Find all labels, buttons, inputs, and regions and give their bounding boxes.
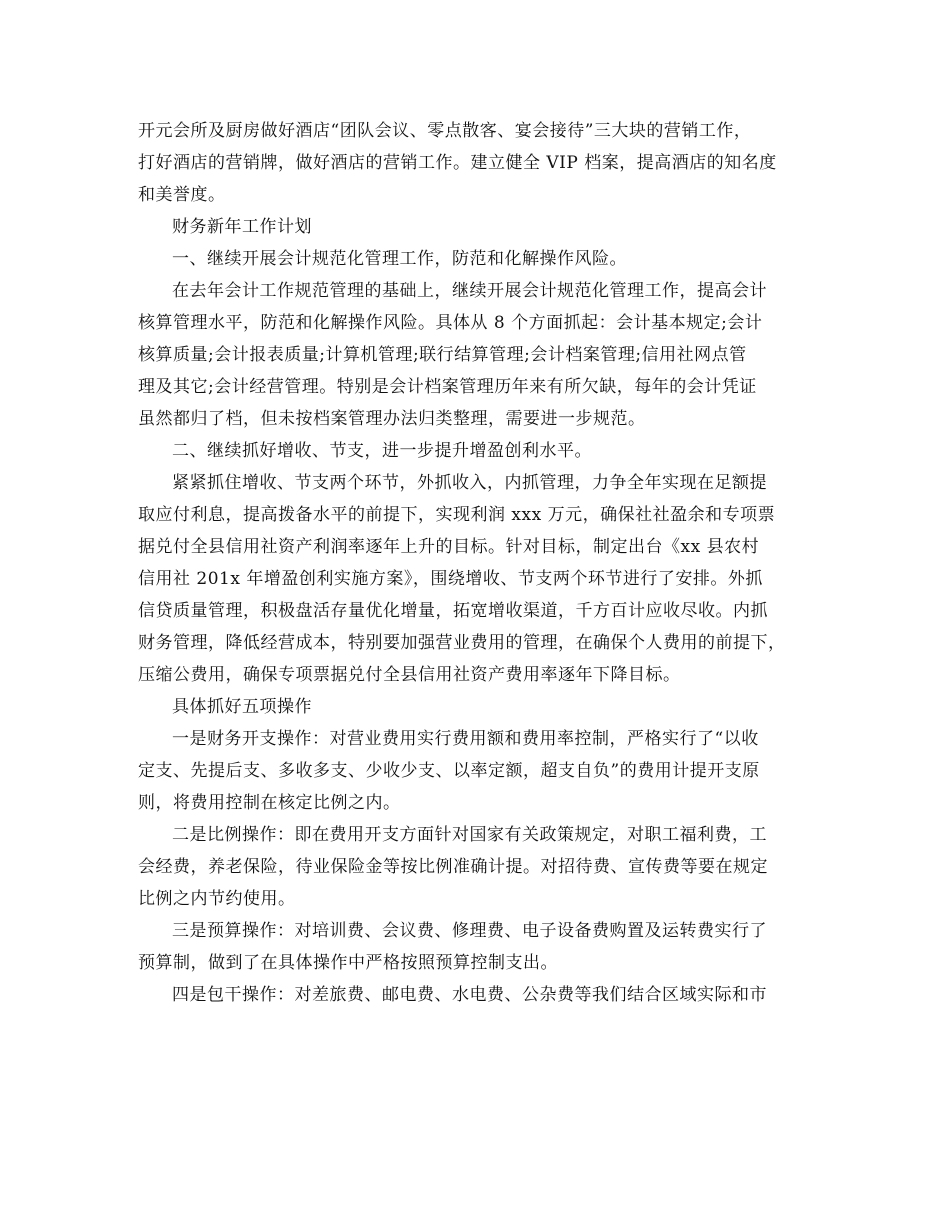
text-line: 核算管理水平，防范和化解操作风险。具体从 8 个方面抓起：会计基本规定;会计 [138,313,763,333]
paragraph-accounting-standards [138,275,828,435]
text-line: 信用社 201x 年增盈创利实施方案》，围绕增收、节支两个环节进行了安排。外抓 [138,569,763,589]
text-line: 四是包干操作：对差旅费、邮电费、水电费、公杂费等我们结合区域实际和市 [172,985,767,1005]
text-line: 比例之内节约使用。 [138,889,296,909]
paragraph-operation-1 [138,723,828,819]
section-heading-five-operations [138,691,828,723]
section-heading-finance-plan [138,211,828,243]
text-line: 会经费，养老保险，待业保险金等按比例准确计提。对招待费、宣传费等要在规定 [138,857,768,877]
text-line: 紧紧抓住增收、节支两个环节，外抓收入，内抓管理，力争全年实现在足额提 [172,473,767,493]
paragraph-hotel-marketing [138,115,828,211]
text-line: 定支、先提后支、多收多支、少收少支、以率定额，超支自负”的费用计提开支原 [138,761,760,781]
paragraph-revenue-expense [138,467,828,691]
item-heading-1 [138,243,828,275]
text-line: 取应付利息，提高拨备水平的前提下，实现利润 xxx 万元，确保社社盈余和专项票 [138,505,776,525]
text-line: 二是比例操作：即在费用开支方面针对国家有关政策规定，对职工福利费，工 [172,825,767,845]
text-line: 核算质量;会计报表质量;计算机管理;联行结算管理;会计档案管理;信用社网点管 [138,345,747,365]
heading-text: 具体抓好五项操作 [172,697,312,717]
text-line: 理及其它;会计经营管理。特别是会计档案管理历年来有所欠缺，每年的会计凭证 [138,377,757,397]
document-body [138,115,828,1011]
item-heading-2 [138,435,828,467]
heading-text: 财务新年工作计划 [172,217,312,237]
text-line: 一是财务开支操作：对营业费用实行费用额和费用率控制，严格实行了“以收 [172,729,759,749]
paragraph-operation-4 [138,979,828,1011]
text-line: 财务管理，降低经营成本，特别要加强营业费用的管理，在确保个人费用的前提下， [138,633,786,653]
text-line: 预算制，做到了在具体操作中严格按照预算控制支出。 [138,953,558,973]
paragraph-operation-3 [138,915,828,979]
text-line: 和美誉度。 [138,185,226,205]
text-line: 据兑付全县信用社资产利润率逐年上升的目标。针对目标，制定出台《xx 县农村 [138,537,760,557]
text-line: 信贷质量管理，积极盘活存量优化增量，拓宽增收渠道，千方百计应收尽收。内抓 [138,601,768,621]
paragraph-operation-2 [138,819,828,915]
text-line: 开元会所及厨房做好酒店“团队会议、零点散客、宴会接待”三大块的营销工作， [138,121,752,141]
text-line: 压缩公费用，确保专项票据兑付全县信用社资产费用率逐年下降目标。 [138,665,681,685]
heading-text: 二、继续抓好增收、节支，进一步提升增盈创利水平。 [172,441,592,461]
text-line: 打好酒店的营销牌，做好酒店的营销工作。建立健全 VIP 档案，提高酒店的知名度 [138,153,777,173]
text-line: 在去年会计工作规范管理的基础上，继续开展会计规范化管理工作，提高会计 [172,281,767,301]
text-line: 三是预算操作：对培训费、会议费、修理费、电子设备费购置及运转费实行了 [172,921,767,941]
text-line: 则，将费用控制在核定比例之内。 [138,793,401,813]
text-line: 虽然都归了档，但未按档案管理办法归类整理，需要进一步规范。 [138,409,646,429]
heading-text: 一、继续开展会计规范化管理工作，防范和化解操作风险。 [172,249,627,269]
